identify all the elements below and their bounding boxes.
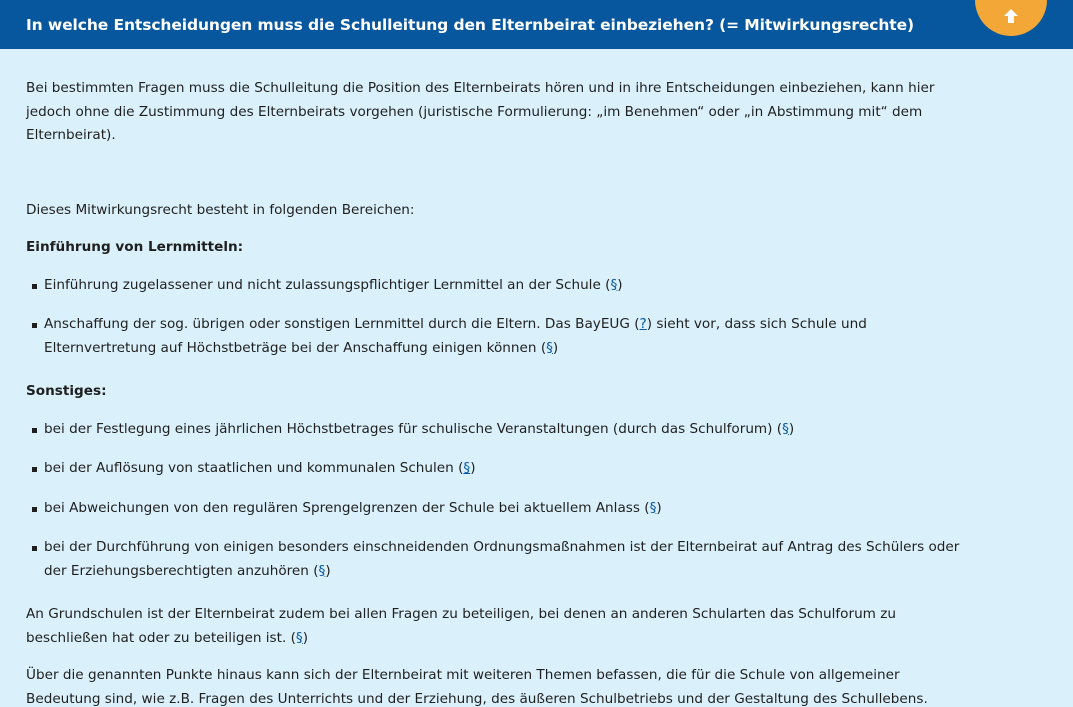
section-content (26, 77, 976, 707)
grundschulen-paragraph: An Grundschulen ist der Elternbeirat zudem bei allen Fragen zu beteiligen, bei denen an anderen Schularten das Schulforum zu beschließen hat oder zu beteiligen ist. (§) (26, 606, 896, 646)
list-item: bei der Auflösung von staatlichen und kommunalen Schulen (§) (26, 457, 976, 481)
sonstiges-list (26, 418, 976, 584)
subheading-sonstiges: Sonstiges: (26, 383, 107, 399)
list-item: Einführung zugelassener und nicht zulassungspflichtiger Lernmittel an der Schule (§) (26, 274, 976, 298)
help-link[interactable]: ? (639, 316, 647, 332)
paragraph-link[interactable]: § (318, 562, 326, 579)
intro-paragraph: Bei bestimmten Fragen muss die Schulleitung die Position des Elternbeirats hören und in ihre Entscheidungen einbeziehen, kann hier jedoch ohne die Zustimmung des Elternbeirats vorgehen (juristische Formulierung: „im Benehmen“ oder „in Abstimmung mit“ dem Elternbeirat). (26, 80, 935, 143)
paragraph-link[interactable]: § (463, 460, 471, 476)
paragraph-link[interactable]: § (295, 629, 303, 646)
paragraph-link[interactable]: § (649, 499, 657, 516)
arrow-up-icon (1004, 9, 1018, 23)
subheading-lernmittel: Einführung von Lernmitteln: (26, 239, 244, 255)
closing-paragraph: Über die genannten Punkte hinaus kann sich der Elternbeirat mit weiteren Themen befassen, die für die Schule von allgemeiner Bedeutung sind, wie z.B. Fragen des Unterrichts und der Erziehung, des äußeren Schulbetriebs und der Gestaltung des Schullebens. (26, 667, 928, 707)
back-to-top-button[interactable] (975, 0, 1047, 36)
section-title: In welche Entscheidungen muss die Schulleitung den Elternbeirat einbeziehen? (= Mitwirkungsrechte) (26, 15, 915, 34)
lernmittel-list (26, 274, 976, 361)
section-header (0, 0, 1073, 49)
list-item: bei Abweichungen von den regulären Sprengelgrenzen der Schule bei aktuellem Anlass (§) (26, 497, 976, 521)
areas-intro: Dieses Mitwirkungsrecht besteht in folgenden Bereichen: (26, 201, 415, 218)
paragraph-link[interactable]: § (610, 276, 618, 293)
list-item: bei der Festlegung eines jährlichen Höchstbetrages für schulische Veranstaltungen (durch das Schulforum) (§) (26, 418, 976, 442)
list-item: Anschaffung der sog. übrigen oder sonstigen Lernmittel durch die Eltern. Das BayEUG (?) sieht vor, dass sich Schule und Elternvertretung auf Höchstbeträge bei der Anschaffung einigen können (§) (26, 313, 976, 360)
paragraph-link[interactable]: § (546, 339, 553, 356)
list-item: bei der Durchführung von einigen besonders einschneidenden Ordnungsmaßnahmen ist der Elternbeirat auf Antrag des Schülers oder der Erziehungsberechtigten anzuhören (§) (26, 536, 976, 583)
paragraph-link[interactable]: § (782, 420, 789, 437)
